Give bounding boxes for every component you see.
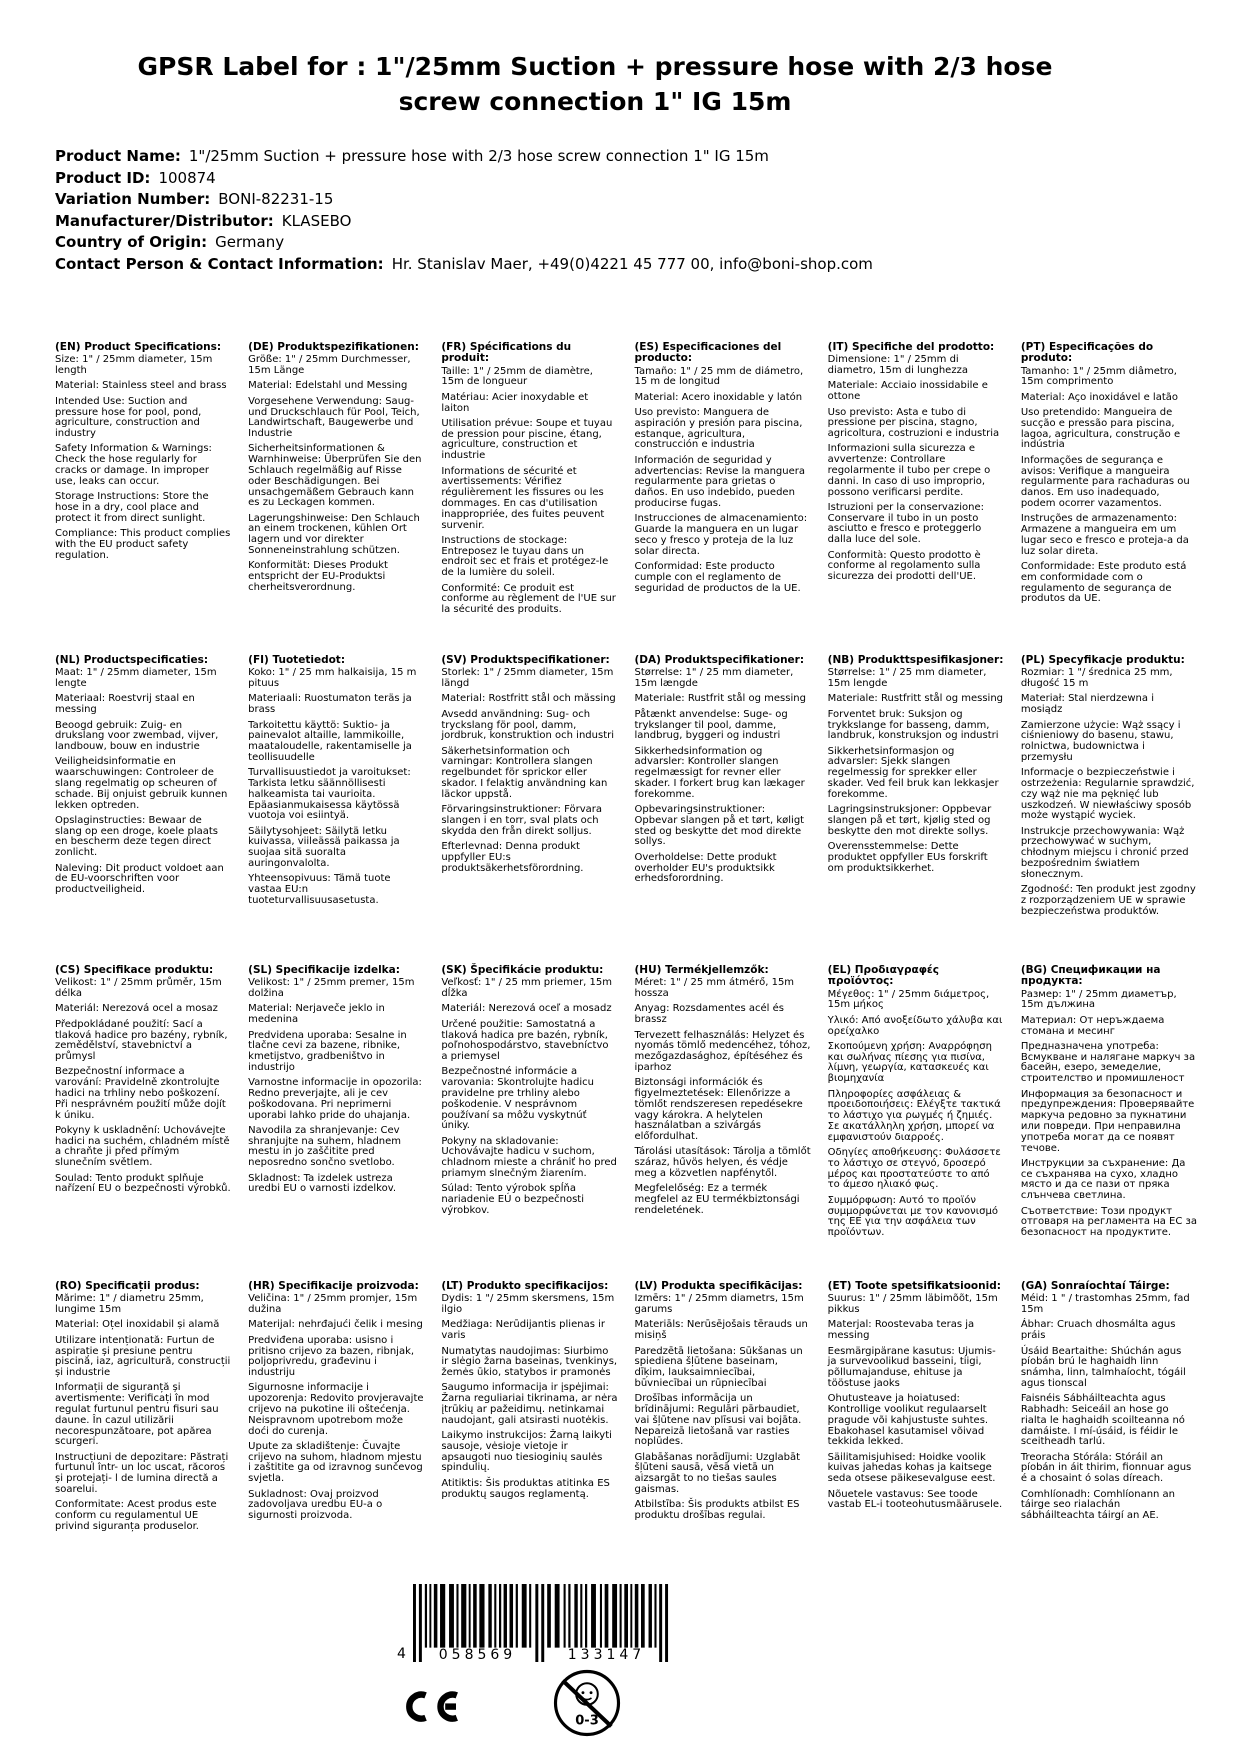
specs-grid bbox=[55, 342, 1197, 1537]
spec-paragraph: Materjal: Roostevaba teras ja messing bbox=[827, 1319, 975, 1342]
spec-heading: (PL) Specyfikacje produktu: bbox=[1020, 654, 1185, 666]
spec-paragraph: Ábhar: Cruach dhosmálta agus práis bbox=[1020, 1319, 1176, 1342]
spec-heading: (SV) Produktspecifikationer: bbox=[441, 654, 610, 666]
spec-paragraph: Velikost: 1" / 25mm průměr, 15m délka bbox=[55, 977, 222, 1000]
spec-paragraph: Материал: От неръждаема стомана и месинг bbox=[1020, 1014, 1165, 1037]
spec-paragraphs bbox=[441, 1294, 617, 1500]
spec-paragraph: Lagringsinstruksjoner: Oppbevar slangen på et tørt, kjølig sted og beskytte den mot direkte sollys. bbox=[827, 804, 992, 837]
age-warning-icon bbox=[551, 1664, 623, 1746]
spec-paragraphs bbox=[1021, 668, 1197, 917]
spec-paragraphs bbox=[635, 668, 811, 885]
spec-paragraph: Material: Aço inoxidável e latão bbox=[1020, 391, 1178, 403]
spec-paragraph: Συμμόρφωση: Αυτό το προϊόν συμμορφώνεται με τον κανονισμό της ΕΕ για την ασφάλεια των προϊόντων. bbox=[827, 1194, 998, 1239]
spec-paragraph: Upute za skladištenje: Čuvajte crijevo na suhom, hladnom mjestu i zaštitite ga od izravnog sunčevog svjetla. bbox=[248, 1440, 423, 1485]
page-title-line2: screw connection 1" IG 15m bbox=[398, 86, 792, 116]
spec-paragraph: Velikost: 1" / 25mm premer, 15m dolžina bbox=[248, 977, 415, 1000]
spec-paragraph: Méid: 1 " / trastomhas 25mm, fad 15m bbox=[1020, 1293, 1190, 1316]
spec-paragraph: Anyag: Rozsdamentes acél és brassz bbox=[634, 1003, 784, 1026]
spec-paragraph: Turvallisuustiedot ja varoitukset: Tarkista letku säännöllisesti halkeamista tai vaurioita. Epäasianmukaisessa käytössä vuotoja voi esiintyä. bbox=[248, 767, 411, 822]
spec-paragraphs bbox=[55, 978, 231, 1195]
spec-heading: (HR) Specifikacije proizvoda: bbox=[248, 1280, 419, 1292]
spec-paragraph: Materiāls: Nerūsējošais tērauds un misiņš bbox=[634, 1319, 808, 1342]
product-id-value: 100874 bbox=[158, 168, 216, 187]
spec-paragraph: Sikkerhetsinformasjon og advarsler: Sjekk slangen regelmessig for sprekker eller skader. Ved feil bruk kan lekkasjer forekomme. bbox=[827, 745, 999, 800]
spec-paragraph: Material: Rostfritt stål och mässing bbox=[441, 693, 616, 705]
spec-paragraph: Koko: 1" / 25 mm halkaisija, 15 m pituus bbox=[248, 667, 417, 690]
spec-paragraph: Materijal: nehrđajući čelik i mesing bbox=[248, 1319, 423, 1331]
page-title bbox=[95, 50, 1095, 119]
spec-paragraph: Förvaringsinstruktioner: Förvara slangen i en torr, sval plats och skydda den från direkt solljus. bbox=[441, 804, 602, 837]
spec-paragraph: Предназначена употреба: Всмукване и налягане маркуч за басейн, езеро, земеделие, строителство и промишленост bbox=[1020, 1040, 1196, 1085]
barcode-digits-group2: 133147 bbox=[567, 1647, 646, 1663]
product-id-label: Product ID: bbox=[55, 168, 151, 187]
spec-heading: (EN) Product Specifications: bbox=[55, 341, 222, 353]
age-warning-label: 0-3 bbox=[575, 1713, 599, 1729]
spec-paragraph: Informations de sécurité et avertissements: Vérifiez régulièrement les fissures ou les dommages. En cas d'utilisation inappropriée, des fuites peuvent survenir. bbox=[441, 465, 605, 531]
spec-paragraph: Materiale: Acciaio inossidabile e ottone bbox=[827, 380, 988, 403]
spec-block-lt bbox=[441, 1281, 617, 1537]
spec-paragraph: Pokyny k uskladnění: Uchovávejte hadici na suchém, chladném místě a chraňte ji před přímým slunečním světlem. bbox=[55, 1124, 230, 1169]
spec-paragraphs bbox=[635, 367, 811, 595]
spec-heading: (ES) Especificaciones del producto: bbox=[634, 341, 782, 365]
spec-paragraph: Materiał: Stal nierdzewna i mosiądz bbox=[1020, 693, 1154, 716]
spec-paragraph: Οδηγίες αποθήκευσης: Φυλάσσετε το λάστιχο σε στεγνό, δροσερό μέρος και προστατεύστε το από το άμεσο ηλιακό φως. bbox=[827, 1147, 1001, 1191]
contact-row bbox=[55, 254, 873, 276]
spec-paragraph: Instructions de stockage: Entreposez le tuyau dans un endroit sec et frais et protégez-le de la lumière du soleil. bbox=[441, 534, 609, 579]
spec-paragraph: Maat: 1" / 25mm diameter, 15m lengte bbox=[55, 667, 217, 690]
spec-paragraph: Πληροφορίες ασφάλειας & προειδοποιήσεις: Ελέγξτε τακτικά το λάστιχο για ρωγμές ή ζημιές. Σε ακατάλληλη χρήση, μπορεί να εμφανιστούν διαρροές. bbox=[827, 1088, 1001, 1143]
spec-paragraph: Eesmärgipärane kasutus: Ujumis- ja survevoolikud basseini, tiigi, põllumajanduse, ehituse ja tööstuse jaoks bbox=[827, 1345, 996, 1389]
spec-paragraph: Comhlíonadh: Comhlíonann an táirge seo rialachán sábháilteachta táirgí an AE. bbox=[1020, 1488, 1176, 1522]
spec-paragraph: Yhteensopivuus: Tämä tuote vastaa EU:n tuoteturvallisuusasetusta. bbox=[248, 873, 391, 906]
spec-paragraph: Skladnost: Ta izdelek ustreza uredbi EU o varnosti izdelkov. bbox=[248, 1172, 397, 1195]
spec-paragraph: Dydis: 1 "/ 25mm skersmens, 15m ilgio bbox=[441, 1293, 615, 1316]
spec-paragraph: Veľkosť: 1" / 25 mm priemer, 15m dĺžka bbox=[441, 977, 612, 1000]
spec-paragraph: Laikymo instrukcijos: Žarną laikyti sausoje, vėsioje vietoje ir apsaugoti nuo tiesioginių saulės spindulių. bbox=[441, 1430, 612, 1474]
spec-block-ga bbox=[1021, 1281, 1197, 1537]
product-name-row bbox=[55, 146, 873, 168]
contact-value: Hr. Stanislav Maer, +49(0)4221 45 777 00, info@boni-shop.com bbox=[391, 254, 873, 273]
spec-paragraphs bbox=[828, 1294, 1004, 1511]
spec-heading: (LT) Produkto specifikacijos: bbox=[441, 1280, 609, 1292]
spec-block-da bbox=[635, 655, 811, 965]
spec-block-et bbox=[828, 1281, 1004, 1537]
spec-paragraphs bbox=[55, 1294, 231, 1532]
spec-block-hu bbox=[635, 965, 811, 1281]
spec-paragraph: Taille: 1" / 25mm de diamètre, 15m de longueur bbox=[441, 365, 593, 388]
country-of-origin-value: Germany bbox=[215, 233, 285, 251]
product-id-row bbox=[55, 168, 873, 190]
barcode bbox=[395, 1584, 685, 1663]
spec-paragraph: Storlek: 1" / 25mm diameter, 15m längd bbox=[441, 667, 614, 690]
spec-paragraphs bbox=[1021, 367, 1197, 605]
spec-paragraph: Lagerungshinweise: Den Schlauch an einem trockenen, kühlen Ort lagern und vor direkter Sonneneinstrahlung schützen. bbox=[248, 512, 420, 557]
spec-paragraphs bbox=[635, 978, 811, 1216]
spec-paragraph: Instrucciones de almacenamiento: Guarde la manguera en un lugar seco y fresco y proteja de la luz solar directa. bbox=[634, 513, 808, 557]
spec-block-fi bbox=[248, 655, 424, 965]
spec-paragraph: Material: Edelstahl und Messing bbox=[248, 380, 408, 392]
spec-paragraphs bbox=[635, 1294, 811, 1522]
spec-paragraph: Opbevaringsinstruktioner: Opbevar slangen på et tørt, køligt sted og beskytte det mod direkte sollys. bbox=[634, 804, 805, 848]
spec-paragraph: Υλικό: Από ανοξείδωτο χάλυβα και ορείχαλκο bbox=[827, 1014, 1003, 1037]
spec-block-cs bbox=[55, 965, 231, 1281]
spec-paragraph: Säilytysohjeet: Säilytä letku kuivassa, viileässä paikassa ja suojaa sitä suoralta auringonvalolta. bbox=[248, 825, 400, 870]
spec-paragraph: Säkerhetsinformation och varningar: Kontrollera slangen regelbundet för sprickor eller skador. I felaktig användning kan läckor uppstå. bbox=[441, 745, 608, 800]
spec-heading: (NB) Produkttspesifikasjoner: bbox=[827, 654, 1004, 666]
spec-paragraph: Mărime: 1" / diametru 25mm, lungime 15m bbox=[55, 1293, 204, 1316]
spec-paragraph: Istruzioni per la conservazione: Conservare il tubo in un posto asciutto e fresco e proteggerlo dalla luce del sole. bbox=[827, 501, 984, 546]
spec-paragraph: Utilizare intenționată: Furtun de aspirație și presiune pentru piscină, iaz, agricultură, construcții și industrie bbox=[55, 1334, 231, 1379]
spec-paragraph: Veiligheidsinformatie en waarschuwingen: Controleer de slang regelmatig op scheuren of schade. Bij onjuist gebruik kunnen lekken optreden. bbox=[55, 756, 228, 811]
spec-block-es bbox=[635, 342, 811, 655]
spec-heading: (FI) Tuotetiedot: bbox=[248, 654, 346, 666]
spec-paragraph: Predvidena uporaba: Sesalne in tlačne cevi za bazene, ribnike, kmetijstvo, gradbeništvo in industrijo bbox=[248, 1029, 407, 1073]
country-of-origin-row bbox=[55, 232, 873, 254]
spec-paragraph: Paredzētā lietošana: Sūkšanas un spiediena šļūtene baseinam, dīķim, lauksaimniecībai, būvniecībai un rūpniecībai bbox=[634, 1345, 803, 1389]
spec-paragraphs bbox=[441, 367, 617, 616]
spec-heading: (BG) Спецификации на продукта: bbox=[1020, 964, 1161, 988]
spec-paragraph: Konformität: Dieses Produkt entspricht der EU-Produktsi cherheitsverordnung. bbox=[248, 560, 388, 593]
spec-heading: (FR) Spécifications du produit: bbox=[441, 341, 572, 365]
spec-paragraph: Инструкции за съхранение: Да се съхранява на сухо, хладно място и да се пази от пряка слънчева светлина. bbox=[1020, 1157, 1186, 1202]
spec-paragraph: Conformitate: Acest produs este conform cu regulamentul UE privind siguranța produselor. bbox=[55, 1499, 217, 1532]
spec-paragraphs bbox=[441, 978, 617, 1216]
spec-block-nb bbox=[828, 655, 1004, 965]
spec-paragraph: Rozmiar: 1 "/ średnica 25 mm, długość 15 m bbox=[1020, 667, 1173, 690]
spec-block-sl bbox=[248, 965, 424, 1281]
spec-paragraph: Conformità: Questo prodotto è conforme al regolamento sulla sicurezza dei prodotti dell'UE. bbox=[827, 549, 981, 583]
spec-paragraph: Størrelse: 1" / 25 mm diameter, 15m længde bbox=[634, 667, 794, 690]
manufacturer-row bbox=[55, 211, 873, 233]
variation-number-value: BONI-82231-15 bbox=[218, 190, 334, 208]
spec-block-sv bbox=[441, 655, 617, 965]
spec-paragraph: Biztonsági információk és figyelmeztetések: Ellenőrizze a tömlőt rendszeresen repedésekre vagy károkra. A helytelen használatban a szivárgás előfordulhat. bbox=[634, 1077, 803, 1143]
spec-paragraph: Информация за безопасност и предупреждения: Проверявайте маркуча редовно за пукнатини или повреди. При неправилна употреба могат да се появят течове. bbox=[1020, 1088, 1195, 1154]
spec-paragraph: Sigurnosne informacije i upozorenja: Redovito provjeravajte crijevo na pukotine ili oštećenja. Neispravnom upotrebom može doći do curenja. bbox=[248, 1382, 424, 1437]
spec-paragraph: Utilisation prévue: Soupe et tuyau de pression pour piscine, étang, agriculture, construction et industrie bbox=[441, 417, 613, 462]
spec-paragraph: Méret: 1" / 25 mm átmérő, 15m hossza bbox=[634, 977, 795, 1000]
spec-paragraph: Soulad: Tento produkt splňuje nařízení EU o bezpečnosti výrobků. bbox=[55, 1172, 231, 1195]
spec-paragraph: Faisnéis Sábháilteachta agus Rabhadh: Seiceáil an hose go rialta le haghaidh scoilteanna nó damáiste. I mí-úsáid, is féidir le sceitheadh tarlú. bbox=[1020, 1393, 1185, 1448]
spec-block-pt bbox=[1021, 342, 1197, 655]
spec-paragraph: Matériau: Acier inoxydable et laiton bbox=[441, 391, 589, 414]
spec-paragraph: Información de seguridad y advertencias: Revise la manguera regularmente para grietas o daños. En uso indebido, pueden producirse fugas. bbox=[634, 454, 805, 509]
spec-paragraph: Intended Use: Suction and pressure hose for pool, pond, agriculture, construction and industry bbox=[55, 395, 202, 440]
spec-paragraph: Varnostne informacije in opozorila: Redno preverjajte, ali je cev poškodovana. Pri neprimerni uporabi lahko pride do uhajanja. bbox=[248, 1077, 422, 1121]
spec-paragraph: Material: Acero inoxidable y latón bbox=[634, 391, 803, 403]
spec-paragraph: Materiaal: Roestvrij staal en messing bbox=[55, 693, 195, 716]
spec-paragraph: Tervezett felhasználás: Helyzet és nyomás tömlő medencéhez, tóhoz, mezőgazdasághoz, építéséhez és iparhoz bbox=[634, 1029, 811, 1073]
spec-paragraph: Zgodność: Ten produkt jest zgodny z rozporządzeniem UE w sprawie bezpieczeństwa produktów. bbox=[1020, 884, 1196, 917]
spec-paragraph: Medžiaga: Nerūdijantis plienas ir varis bbox=[441, 1319, 605, 1342]
spec-paragraph: Informații de siguranță și avertismente: Verificați în mod regulat furtunul pentru fisuri sau daune. În cazul utilizării necorespunzătoare, pot apărea scurgeri. bbox=[55, 1382, 219, 1448]
manufacturer-value: KLASEBO bbox=[281, 211, 352, 230]
spec-heading: (GA) Sonraíochtaí Táirge: bbox=[1020, 1280, 1170, 1292]
spec-paragraph: Conformité: Ce produit est conforme au règlement de l'UE sur la sécurité des produits. bbox=[441, 582, 616, 616]
spec-paragraph: Atitiktis: Šis produktas atitinka ES produktų saugos reglamentą. bbox=[441, 1477, 610, 1500]
spec-paragraph: Pokyny na skladovanie: Uchovávajte hadicu v suchom, chladnom mieste a chrániť ho pred priamym slnečným žiarením. bbox=[441, 1135, 617, 1180]
spec-paragraph: Veličina: 1" / 25mm promjer, 15m dužina bbox=[248, 1293, 418, 1316]
spec-paragraph: Uso pretendido: Mangueira de sucção e pressão para piscina, lagoa, agricultura, construção e indústria bbox=[1020, 407, 1181, 451]
spec-paragraph: Numatytas naudojimas: Siurbimo ir slėgio žarna baseinas, tvenkinys, žemės ūkio, statybos ir pramonės bbox=[441, 1345, 618, 1379]
spec-heading: (NL) Productspecificaties: bbox=[55, 654, 209, 666]
spec-paragraph: Nõuetele vastavus: See toode vastab EL-i tooteohutusmäärusele. bbox=[827, 1488, 1003, 1511]
spec-heading: (DA) Produktspecifikationer: bbox=[634, 654, 805, 666]
variation-number-row bbox=[55, 189, 873, 211]
spec-paragraph: Forventet bruk: Suksjon og trykkslange for basseng, damm, landbruk, konstruksjon og industri bbox=[827, 708, 999, 742]
spec-paragraph: Μέγεθος: 1" / 25mm διάμετρος, 15m μήκος bbox=[827, 988, 990, 1011]
barcode-digits-group1: 058569 bbox=[438, 1647, 517, 1663]
spec-paragraph: Conformidade: Este produto está em conformidade com o regulamento de segurança de produtos da UE. bbox=[1020, 560, 1187, 605]
spec-paragraph: Størrelse: 1" / 25 mm diameter, 15m lengde bbox=[827, 667, 987, 690]
ce-mark-icon bbox=[404, 1676, 468, 1742]
spec-heading: (DE) Produktspezifikationen: bbox=[248, 341, 419, 353]
spec-block-pl bbox=[1021, 655, 1197, 965]
spec-paragraph: Informações de segurança e avisos: Verifique a mangueira regularmente para rachaduras ou danos. Em uso inadequado, podem ocorrer vazamentos. bbox=[1020, 454, 1190, 509]
spec-paragraph: Sikkerhedsinformation og advarsler: Kontroller slangen regelmæssigt for revner eller skader. I forkert brug kan lækager forekomme. bbox=[634, 745, 805, 800]
spec-heading: (CS) Specifikace produktu: bbox=[55, 964, 214, 976]
spec-paragraph: Påtænkt anvendelse: Suge- og trykslanger til pool, damme, landbrug, byggeri og industri bbox=[634, 708, 788, 742]
spec-paragraphs bbox=[55, 668, 231, 896]
spec-heading: (PT) Especificações do produto: bbox=[1020, 341, 1154, 365]
spec-paragraph: Instruções de armazenamento: Armazene a mangueira em um lugar seco e fresco e proteja-a da luz solar direta. bbox=[1020, 513, 1189, 557]
spec-heading: (LV) Produkta specifikācijas: bbox=[634, 1280, 803, 1292]
spec-block-en bbox=[55, 342, 231, 655]
spec-paragraph: Úsáid Beartaithe: Shúchán agus píobán brú le haghaidh linn snámha, linn, talmhaíocht, tógáil agus tionscal bbox=[1020, 1345, 1186, 1389]
spec-paragraph: Tamaño: 1" / 25 mm de diámetro, 15 m de longitud bbox=[634, 365, 804, 388]
spec-paragraph: Size: 1" / 25mm diameter, 15m length bbox=[55, 354, 213, 377]
product-name-label: Product Name: bbox=[55, 147, 181, 165]
spec-heading: (ET) Toote spetsifikatsioonid: bbox=[827, 1280, 1001, 1292]
spec-paragraph: Tamanho: 1" / 25mm diâmetro, 15m comprimento bbox=[1020, 365, 1177, 388]
spec-block-ro bbox=[55, 1281, 231, 1537]
spec-paragraph: Safety Information & Warnings: Check the hose regularly for cracks or damage. In improper use, leaks can occur. bbox=[55, 443, 212, 487]
spec-paragraph: Avsedd användning: Sug- och tryckslang för pool, damm, jordbruk, konstruktion och industri bbox=[441, 708, 615, 742]
spec-paragraph: Materiaali: Ruostumaton teräs ja brass bbox=[248, 693, 412, 716]
spec-paragraph: Materiál: Nerezová ocel a mosaz bbox=[55, 1003, 218, 1015]
spec-block-nl bbox=[55, 655, 231, 965]
spec-paragraphs bbox=[248, 355, 424, 593]
spec-paragraph: Materiál: Nerezová oceľ a mosadz bbox=[441, 1003, 612, 1015]
barcode-numbers bbox=[413, 1647, 671, 1663]
spec-paragraph: Vorgesehene Verwendung: Saug- und Druckschlauch für Pool, Teich, Landwirtschaft, Baugewerbe und Industrie bbox=[248, 395, 420, 440]
variation-number-label: Variation Number: bbox=[55, 190, 211, 208]
spec-paragraph: Ohutusteave ja hoiatused: Kontrollige voolikut regulaarselt pragude või kahjustuste suhtes. Ebakohasel kasutamisel võivad tekkida lekked. bbox=[827, 1393, 989, 1448]
spec-paragraphs bbox=[828, 990, 1004, 1239]
spec-paragraphs bbox=[441, 668, 617, 874]
manufacturer-label: Manufacturer/Distributor: bbox=[55, 211, 274, 230]
spec-paragraph: Instrukcje przechowywania: Wąż przechowywać w suchym, chłodnym miejscu i chronić przed bezpośrednim światłem słonecznym. bbox=[1020, 825, 1189, 880]
spec-heading: (IT) Specifiche del prodotto: bbox=[827, 341, 995, 353]
spec-paragraph: Compliance: This product complies with the EU product safety regulation. bbox=[55, 527, 231, 561]
spec-paragraph: Overensstemmelse: Dette produktet oppfyller EUs forskrift om produktsikkerhet. bbox=[827, 840, 988, 874]
spec-paragraph: Materiale: Rustfrit stål og messing bbox=[634, 693, 806, 705]
spec-paragraph: Sukladnost: Ovaj proizvod zadovoljava uredbu EU-a o sigurnosti proizvoda. bbox=[248, 1488, 383, 1522]
spec-paragraph: Größe: 1" / 25mm Durchmesser, 15m Länge bbox=[248, 354, 411, 377]
spec-heading: (SK) Špecifikácie produktu: bbox=[441, 964, 604, 976]
spec-block-de bbox=[248, 342, 424, 655]
spec-paragraph: Efterlevnad: Denna produkt uppfyller EU:s produktsäkerhetsförordning. bbox=[441, 840, 584, 874]
spec-heading: (EL) Προδιαγραφές προϊόντος: bbox=[827, 964, 939, 988]
spec-block-bg bbox=[1021, 965, 1197, 1281]
product-name-value: 1"/25mm Suction + pressure hose with 2/3 hose screw connection 1" IG 15m bbox=[188, 147, 769, 165]
spec-paragraph: Conformidad: Este producto cumple con el reglamento de seguridad de productos de la UE. bbox=[634, 560, 801, 594]
page-title-line1: GPSR Label for : 1"/25mm Suction + pressure hose with 2/3 hose bbox=[137, 52, 1053, 81]
country-of-origin-label: Country of Origin: bbox=[55, 233, 208, 251]
spec-paragraphs bbox=[248, 1294, 424, 1522]
spec-paragraph: Materiale: Rustfritt stål og messing bbox=[827, 693, 1004, 705]
spec-paragraphs bbox=[248, 978, 424, 1195]
spec-paragraph: Suurus: 1" / 25mm läbimõõt, 15m pikkus bbox=[827, 1293, 998, 1316]
spec-paragraph: Material: Oțel inoxidabil și alamă bbox=[55, 1319, 220, 1331]
contact-label: Contact Person & Contact Information: bbox=[55, 254, 384, 273]
spec-block-el bbox=[828, 965, 1004, 1281]
spec-paragraph: Bezpečnostní informace a varování: Pravidelně zkontrolujte hadici na trhliny nebo poškození. Při nesprávném použití může dojít k úniku. bbox=[55, 1066, 226, 1121]
spec-heading: (SL) Specifikacije izdelka: bbox=[248, 964, 400, 976]
spec-paragraph: Treoracha Stórála: Stóráil an píobán in áit thirim, fionnuar agus é a chosaint ó solas díreach. bbox=[1020, 1451, 1192, 1485]
spec-paragraph: Beoogd gebruik: Zuig- en drukslang voor zwembad, vijver, landbouw, bouw en industrie bbox=[55, 719, 219, 753]
spec-paragraph: Storage Instructions: Store the hose in a dry, cool place and protect it from direct sunlight. bbox=[55, 491, 209, 524]
spec-paragraph: Sicherheitsinformationen & Warnhinweise: Überprüfen Sie den Schlauch regelmäßig auf Risse oder Beschädigungen. Bei unsachgemäßem Gebrauch kann es zu Leckagen kommen. bbox=[248, 443, 422, 509]
spec-heading: (RO) Specificații produs: bbox=[55, 1280, 200, 1292]
spec-paragraph: Izmērs: 1" / 25mm diametrs, 15m garums bbox=[634, 1293, 804, 1316]
spec-block-it bbox=[828, 342, 1004, 655]
spec-paragraph: Predviđena uporaba: usisno i pritisno crijevo za bazen, ribnjak, poljoprivredu, građevinu i industriju bbox=[248, 1334, 415, 1379]
spec-paragraph: Uso previsto: Asta e tubo di pressione per piscina, stagno, agricoltura, costruzioni e industria bbox=[827, 406, 1000, 440]
spec-paragraph: Atbilstība: Šis produkts atbilst ES produktu drošības regulai. bbox=[634, 1499, 800, 1522]
spec-paragraph: Material: Nerjaveče jeklo in medenina bbox=[248, 1003, 385, 1026]
spec-block-hr bbox=[248, 1281, 424, 1537]
spec-paragraph: Naleving: Dit product voldoet aan de EU-voorschriften voor productveiligheid. bbox=[55, 862, 224, 896]
spec-paragraph: Tarkoitettu käyttö: Suktio- ja painevalot altaille, lammikoille, maataloudelle, rakentamiselle ja teollisuudelle bbox=[248, 719, 412, 763]
spec-paragraphs bbox=[248, 668, 424, 906]
spec-block-lv bbox=[635, 1281, 811, 1537]
spec-block-fr bbox=[441, 342, 617, 655]
spec-paragraph: Dimensione: 1" / 25mm di diametro, 15m di lunghezza bbox=[827, 354, 968, 377]
spec-paragraph: Säilitamisjuhised: Hoidke voolik kuivas jahedas kohas ja kaitsege seda otsese päikesevalguse eest. bbox=[827, 1451, 996, 1485]
spec-block-sk bbox=[441, 965, 617, 1281]
product-info bbox=[55, 146, 873, 275]
spec-paragraphs bbox=[1021, 990, 1197, 1239]
spec-paragraph: Súlad: Tento výrobok spĺňa nariadenie EÚ o bezpečnosti výrobkov. bbox=[441, 1183, 584, 1216]
spec-paragraph: Размер: 1" / 25mm диаметър, 15m дължина bbox=[1020, 988, 1177, 1011]
spec-paragraph: Navodila za shranjevanje: Cev shranjujte na suhem, hladnem mestu in jo zaščitite pred neposredno sončno svetlobo. bbox=[248, 1124, 402, 1169]
spec-paragraph: Σκοπούμενη χρήση: Αναρρόφηση και σωλήνας πίεσης για πισίνα, λίμνη, γεωργία, κατασκευές και βιομηχανία bbox=[827, 1040, 992, 1085]
spec-paragraph: Určené použitie: Samostatná a tlaková hadica pre bazén, rybník, poľnohospodárstvo, stavebníctvo a priemysel bbox=[441, 1018, 609, 1063]
spec-paragraph: Informacje o bezpieczeństwie i ostrzeżenia: Regularnie sprawdzić, czy wąż nie ma pęknięć lub uszkodzeń. W niewłaściwy sposób może wystąpić wyciek. bbox=[1020, 767, 1195, 822]
spec-paragraphs bbox=[828, 668, 1004, 874]
barcode-digit-first: 4 bbox=[397, 1646, 406, 1662]
spec-paragraphs bbox=[1021, 1294, 1197, 1522]
spec-heading: (HU) Termékjellemzők: bbox=[634, 964, 769, 976]
spec-paragraph: Material: Stainless steel and brass bbox=[55, 380, 227, 392]
spec-paragraph: Opslaginstructies: Bewaar de slang op een droge, koele plaats en bescherm deze tegen direct zonlicht. bbox=[55, 814, 218, 859]
spec-paragraph: Instrucțiuni de depozitare: Păstrați furtunul într- un loc uscat, răcoros și protejați- l de lumina directă a soarelui. bbox=[55, 1451, 229, 1496]
spec-paragraph: Předpokládané použití: Sací a tlaková hadice pro bazény, rybník, zemědělství, stavebnictví a průmysl bbox=[55, 1018, 228, 1063]
barcode-inner bbox=[397, 1584, 671, 1663]
spec-paragraph: Megfelelőség: Ez a termék megfelel az EU termékbiztonsági rendeletének. bbox=[634, 1183, 800, 1216]
spec-paragraph: Tárolási utasítások: Tárolja a tömlőt száraz, hűvös helyen, és védje meg a közvetlen napfénytől. bbox=[634, 1146, 811, 1180]
spec-paragraph: Overholdelse: Dette produkt overholder EU's produktsikk erhedsforordning. bbox=[634, 851, 777, 885]
spec-paragraph: Съответствие: Този продукт отговаря на регламента на ЕС за безопасност на продуктите. bbox=[1020, 1205, 1197, 1239]
spec-paragraphs bbox=[55, 355, 231, 561]
spec-paragraph: Drošības informācija un brīdinājumi: Regulāri pārbaudiet, vai šļūtene nav plīsusi vai bojāta. Nepareizā lietošanā var rasties noplūdes. bbox=[634, 1393, 802, 1448]
spec-paragraph: Bezpečnostné informácie a varovania: Skontrolujte hadicu pravidelne pre trhliny alebo poškodenie. V nesprávnom používaní sa môžu vyskytnúť úniky. bbox=[441, 1066, 594, 1132]
spec-paragraph: Uso previsto: Manguera de aspiración y presión para piscina, estanque, agricultura, construcción e industria bbox=[634, 407, 803, 451]
spec-paragraphs bbox=[828, 355, 1004, 583]
spec-paragraph: Informazioni sulla sicurezza e avvertenze: Controllare regolarmente il tubo per crepe o danni. In caso di uso improprio, possono verificarsi perdite. bbox=[827, 443, 991, 498]
spec-paragraph: Zamierzone użycie: Wąż ssący i ciśnieniowy do basenu, stawu, rolnictwa, budownictwa i przemysłu bbox=[1020, 719, 1181, 763]
spec-paragraph: Glabāšanas norādījumi: Uzglabāt šļūteni sausā, vēsā vietā un aizsargāt to no tiešas saules gaismas. bbox=[634, 1451, 801, 1496]
spec-paragraph: Saugumo informacija ir įspėjimai: Žarna reguliariai tikrinama, ar nėra įtrūkių ar pažeidimų. netinkamai naudojant, gali atsirasti nuotėkis. bbox=[441, 1382, 618, 1426]
